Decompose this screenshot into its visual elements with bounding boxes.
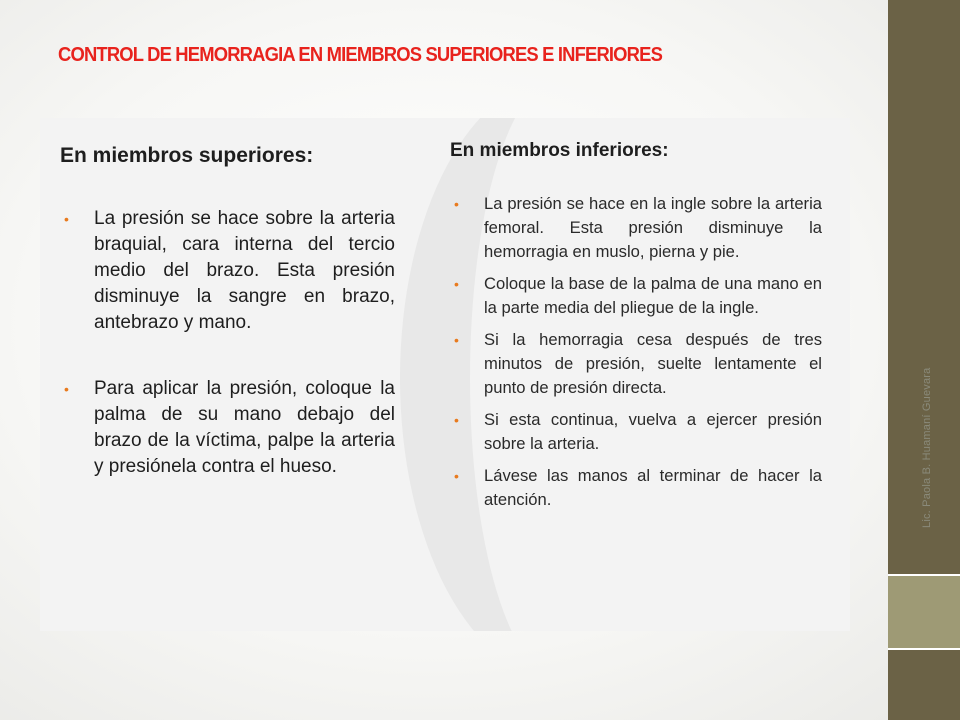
list-item-text: La presión se hace sobre la arteria braquial, cara interna del tercio medio del brazo. Esta presión disminuye la sangre en brazo, antebrazo y mano. bbox=[94, 208, 395, 333]
list-item bbox=[450, 192, 822, 264]
list-item bbox=[450, 328, 822, 400]
bullet-icon: • bbox=[454, 412, 459, 428]
sidebar-divider bbox=[888, 648, 960, 650]
column-superiores bbox=[60, 144, 395, 520]
list-item bbox=[450, 272, 822, 320]
list-item bbox=[450, 464, 822, 512]
content-image bbox=[40, 118, 850, 631]
column-inferiores bbox=[450, 140, 822, 520]
author-credit: Lic. Paola B. Huamaní Guevara bbox=[921, 367, 933, 528]
slide-title: CONTROL DE HEMORRAGIA EN MIEMBROS SUPERIORES E INFERIORES bbox=[58, 44, 663, 66]
list-item bbox=[60, 376, 395, 480]
list-item-text: La presión se hace en la ingle sobre la arteria femoral. Esta presión disminuye la hemorragia en muslo, pierna y pie. bbox=[484, 194, 822, 261]
bullet-icon: • bbox=[454, 468, 459, 484]
bullet-icon: • bbox=[64, 381, 69, 397]
list-item-text: Si la hemorragia cesa después de tres minutos de presión, suelte lentamente el punto de presión directa. bbox=[484, 330, 822, 397]
list-superiores bbox=[60, 206, 395, 480]
sidebar-band bbox=[888, 576, 960, 648]
bullet-icon: • bbox=[454, 196, 459, 212]
bullet-icon: • bbox=[454, 332, 459, 348]
bullet-icon: • bbox=[64, 211, 69, 227]
bullet-icon: • bbox=[454, 276, 459, 292]
list-item-text: Coloque la base de la palma de una mano en la parte media del pliegue de la ingle. bbox=[484, 274, 822, 317]
list-item bbox=[450, 408, 822, 456]
heading-superiores: En miembros superiores: bbox=[60, 144, 314, 167]
list-item-text: Lávese las manos al terminar de hacer la atención. bbox=[484, 466, 822, 509]
list-item bbox=[60, 206, 395, 336]
list-inferiores bbox=[450, 192, 822, 512]
list-item-text: Si esta continua, vuelva a ejercer presión sobre la arteria. bbox=[484, 410, 822, 453]
heading-inferiores: En miembros inferiores: bbox=[450, 140, 669, 161]
list-item-text: Para aplicar la presión, coloque la palma de su mano debajo del brazo de la víctima, palpe la arteria y presiónela contra el hueso. bbox=[94, 378, 395, 477]
